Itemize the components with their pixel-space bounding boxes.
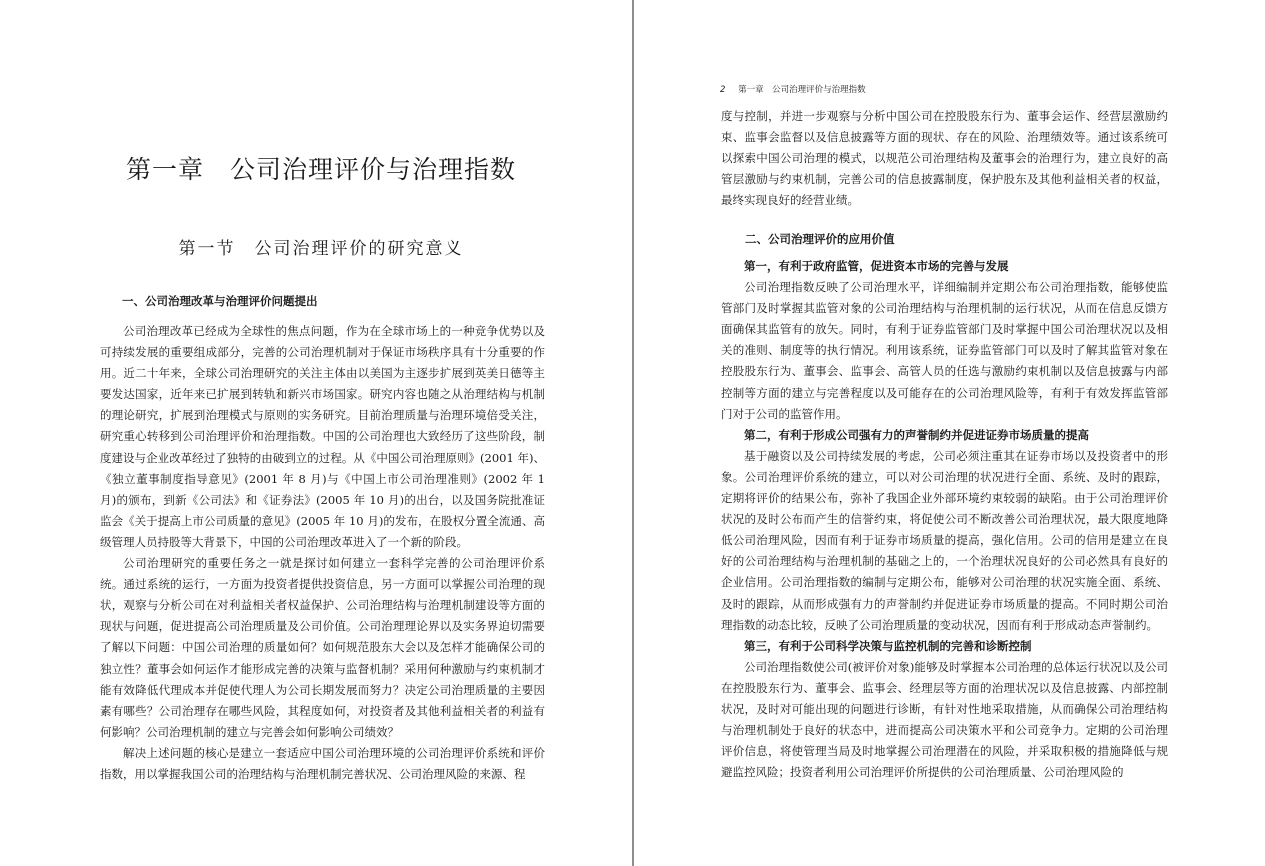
- paragraph: 公司治理改革已经成为全球性的焦点问题，作为在全球市场上的一种竞争优势以及可持续发展的重要组成部分，完善的公司治理机制对于保证市场秩序具有十分重要的作用。近二十年来，全球公司治理研究的关注主体由以美国为主逐步扩展到英美日德等主要发达国家，近年来已扩展到转轨和新兴市场国家。研究内容也随之从治理结构与机制的理论研究，扩展到治理模式与原则的实务研究。目前治理质量与治理环境倍受关注，研究重心转移到公司治理评价和治理指数。中国的公司治理也大致经历了这些阶段，制度建设与企业改革经过了独特的由破到立的过程。从《中国公司治理原则》(2001 年)、《独立董事制度指导意见》(2001 年 8 月)与《中国上市公司治理准则》(2002 年 1 月)的颁布，到新《公司法》和《证券法》(2005 年 10 月)的出台，以及国务院批准证监会《关于提高上市公司质量的意见》(2005 年 10 月)的发布，在股权分置全流通、高级管理人员持股等大背景下，中国的公司治理改革进入了一个新的阶段。: [100, 324, 545, 549]
- chapter-title: 第一章 公司治理评价与治理指数: [125, 155, 516, 184]
- paragraph: 公司治理指数反映了公司治理水平，详细编制并定期公布公司治理指数，能够使监管部门及时掌握其监管对象的公司治理结构与治理机制的运行状况，从而在信息反馈方面确保其监管有的放矢。同时，有利于证券监管部门及时掌握中国公司治理状况以及相关的准则、制度等的执行情况。利用该系统，证券监管部门可以及时了解其监管对象在控股股东行为、董事会、监事会、高管人员的任选与激励约束机制以及信息披露与内部控制等方面的建立与完善程度以及可能存在的公司治理风险等，有利于有效发挥监管部门对于公司的监管作用。: [721, 280, 1168, 421]
- section-title: 第一节 公司治理评价的研究意义: [178, 239, 464, 259]
- left-body-text: [100, 321, 545, 785]
- subheading: 第二，有利于形成公司强有力的声誉制约并促进证券市场质量的提高: [744, 427, 1089, 442]
- page-number: 2: [720, 85, 726, 95]
- running-head-title: 第一章 公司治理评价与治理指数: [738, 85, 866, 95]
- paragraph: 解决上述问题的核心是建立一套适应中国公司治理环境的公司治理评价系统和评价指数，用以掌握我国公司的治理结构与治理机制完善状况、公司治理风险的来源、程: [100, 745, 545, 781]
- paragraph: 度与控制，并进一步观察与分析中国公司在控股股东行为、董事会运作、经营层激励约束、监事会监督以及信息披露等方面的现状、存在的风险、治理绩效等。通过该系统可以探索中国公司治理的模式，以规范公司治理结构及董事会的治理行为，建立良好的高管层激励与约束机制，完善公司的信息披露制度，保护股东及其他利益相关者的权益，最终实现良好的经营业绩。: [721, 109, 1168, 208]
- right-continuation-text: [721, 106, 1168, 211]
- paragraph: 基于融资以及公司持续发展的考虑，公司必须注重其在证券市场以及投资者中的形象。公司治理评价系统的建立，可以对公司治理的状况进行全面、系统、及时的跟踪，定期将评价的结果公布，弥补了我国企业外部环境约束较弱的缺陷。由于公司治理评价状况的及时公布而产生的信誉约束，将促使公司不断改善公司治理状况，最大限度地降低公司治理风险，因而有利于证券市场质量的提高，强化信用。公司的信用是建立在良好的公司治理结构与治理机制的基础之上的，一个治理状况良好的公司必然具有良好的企业信用。公司治理指数的编制与定期公布，能够对公司治理的状况实施全面、系统、及时的跟踪，从而形成强有力的声誉制约并促进证券市场质量的提高。不同时期公司治理指数的动态比较，反映了公司治理质量的变动状况，因而有利于形成动态声誉制约。: [721, 448, 1168, 632]
- right-body-text: [721, 256, 1168, 783]
- running-head: [720, 83, 866, 95]
- paragraph: 公司治理研究的重要任务之一就是探讨如何建立一套科学完善的公司治理评价系统。通过系统的运行，一方面为投资者提供投资信息，另一方面可以掌握公司治理的现状，观察与分析公司在对利益相关者权益保护、公司治理结构与治理机制建设等方面的现状与问题，促进提高公司治理质量及公司价值。公司治理理论界以及实务界迫切需要了解以下问题：中国公司治理的质量如何？如何规范股东大会以及怎样才能确保公司的独立性？董事会如何运作才能形成完善的决策与监督机制？采用何种激励与约束机制才能有效降低代理成本并促使代理人为公司长期发展而努力？决定公司治理质量的主要因素有哪些？公司治理存在哪些风险，其程度如何，对投资者及其他利益相关者的利益有何影响？公司治理机制的建立与完善会如何影响公司绩效？: [100, 556, 545, 739]
- heading-subsection-2: 二、公司治理评价的应用价值: [745, 232, 895, 246]
- paragraph: 公司治理指数使公司(被评价对象)能够及时掌握本公司治理的总体运行状况以及公司在控股股东行为、董事会、监事会、经理层等方面的治理状况以及信息披露、内部控制状况，及时对可能出现的问题进行诊断，有针对性地采取措施，从而确保公司治理结构与治理机制处于良好的状态中，进而提高公司决策水平和公司竞争力。定期的公司治理评价信息，将使管理当局及时地掌握公司治理潜在的风险，并采取积极的措施降低与规避监控风险；投资者利用公司治理评价所提供的公司治理质量、公司治理风险的: [721, 659, 1168, 780]
- right-page: [634, 0, 1265, 866]
- subheading: 第三，有利于公司科学决策与监控机制的完善和诊断控制: [744, 638, 1032, 653]
- subheading: 第一，有利于政府监管，促进资本市场的完善与发展: [744, 259, 1009, 273]
- heading-subsection-1: 一、公司治理改革与治理评价问题提出: [122, 294, 318, 308]
- left-page: [0, 0, 632, 866]
